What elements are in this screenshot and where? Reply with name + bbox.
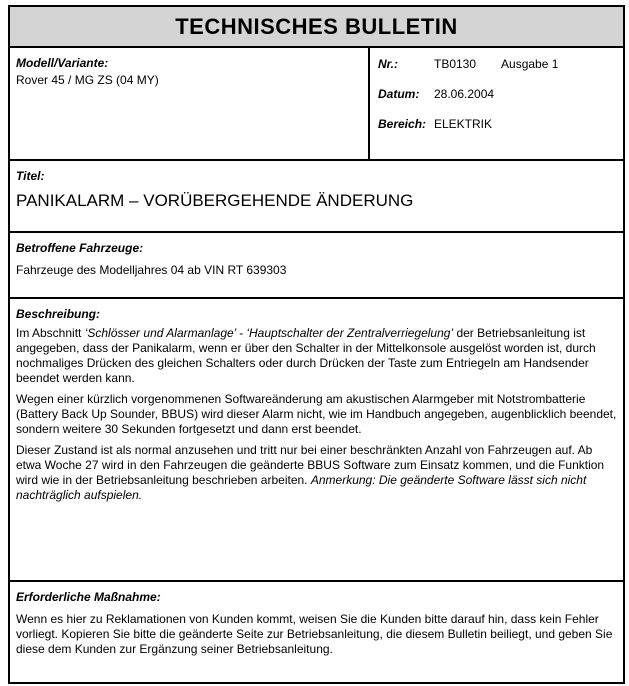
datum-value: 28.06.2004 [434, 87, 495, 101]
required-action-label: Erforderliche Maßnahme: [16, 590, 161, 604]
description-row [10, 299, 623, 582]
p3-text-start: Dieser Zustand ist als normal anzusehen und tritt nur bei einer beschränkten Anzahl von Fahrzeugen auf. Ab etwa Woche 27 wird in den Fahrzeugen die geänderte BBUS Software zum Einsatz kommen, und die Funktion wird wie in der Betriebsanleitung beschrieben arbeiten. [16, 443, 605, 487]
nr-label: Nr.: [378, 57, 399, 71]
vehicles-value: Fahrzeuge des Modelljahres 04 ab VIN RT 639303 [16, 263, 287, 277]
model-cell [10, 48, 368, 159]
meta-cell [368, 48, 623, 159]
vehicles-label: Betroffene Fahrzeuge: [16, 241, 144, 255]
nr-value: TB0130 [434, 57, 477, 71]
model-value: Rover 45 / MG ZS (04 MY) [16, 73, 159, 87]
model-meta-row [10, 48, 623, 161]
vehicles-row [10, 233, 623, 299]
titel-label: Titel: [16, 169, 45, 183]
datum-label: Datum: [378, 87, 420, 101]
model-label: Modell/Variante: [16, 56, 109, 70]
bulletin-document [8, 5, 625, 684]
titel-row [10, 161, 623, 233]
description-label: Beschreibung: [16, 307, 101, 321]
required-action-row [10, 582, 623, 682]
meta-line-nr [378, 57, 615, 71]
description-paragraph-2: Wegen einer kürzlich vorgenommenen Softwareänderung am akustischen Alarmgeber mit Notstrombatterie (Battery Back Up Sounder, BBUS) wird dieser Alarm nicht, wie im Handbuch angegeben, augenblicklich beendet, sondern weitere 30 Sekunden fortgesetzt und dann erst beendet. [16, 392, 617, 436]
description-paragraph-3 [16, 443, 617, 503]
bereich-label: Bereich: [378, 117, 427, 131]
meta-line-bereich [378, 117, 615, 131]
bulletin-title: TECHNISCHES BULLETIN [175, 13, 458, 39]
p1-text-start: Im Abschnitt [16, 326, 85, 340]
bereich-value: ELEKTRIK [434, 117, 493, 131]
p1-text-end: der Betriebsanleitung ist angegeben, dass der Panikalarm, wenn er über den Schalter in der Mittelkonsole ausgelöst worden ist, durch nochmaliges Drücken des gleichen Schalters oder durch Drücken der Taste zum Entriegeln am Handsender beendet werden kann. [16, 326, 596, 385]
nr-issue: Ausgabe 1 [501, 57, 559, 71]
description-paragraph-1 [16, 326, 617, 386]
p1-quoted-sections: ‘Schlösser und Alarmanlage’ - ‘Hauptschalter der Zentralverriegelung’ [84, 326, 454, 340]
meta-line-datum [378, 87, 615, 101]
required-action-text: Wenn es hier zu Reklamationen von Kunden kommt, weisen Sie die Kunden bitte darauf hin, dass kein Fehler vorliegt. Kopieren Sie bitte die geänderte Seite zur Betriebsanleitung, die diesem Bulletin beiliegt, und geben Sie diese dem Kunden zur Ergänzung seiner Betriebsanleitung. [16, 612, 613, 656]
bulletin-header [10, 7, 623, 48]
titel-value: PANIKALARM – VORÜBERGEHENDE ÄNDERUNG [16, 191, 414, 210]
p3-remark: Anmerkung: Die geänderte Software lässt sich nicht nachträglich aufspielen. [16, 473, 587, 502]
